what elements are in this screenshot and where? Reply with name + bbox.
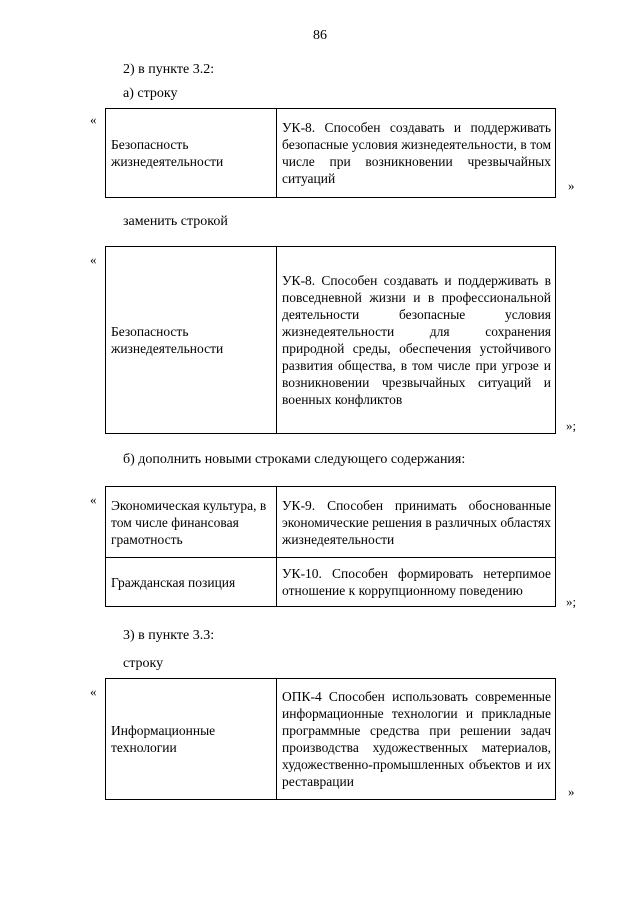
discipline-name-cell: Экономическая культура, в том числе финансовая грамотность (106, 487, 277, 558)
table-row (106, 487, 556, 558)
added-competencies-table (105, 486, 556, 607)
new-competency-table (105, 246, 556, 434)
old-competency-table (105, 108, 556, 198)
discipline-name-cell: Безопасность жизнедеятельности (106, 109, 277, 198)
competency-text-cell: УК-8. Способен создавать и поддерживать безопасные условия жизнедеятельности, в том числе при возникновении чрезвычайных ситуаций (277, 109, 556, 198)
close-quote: »; (566, 418, 577, 433)
section-2-heading: 2) в пункте 3.2: (123, 62, 215, 77)
section-3-heading: 3) в пункте 3.3: (123, 628, 215, 643)
table-row (106, 109, 556, 198)
open-quote: « (90, 684, 97, 699)
subsection-b-label: б) дополнить новыми строками следующего содержания: (123, 452, 466, 467)
table-row (106, 247, 556, 434)
table-row (106, 558, 556, 607)
open-quote: « (90, 492, 97, 507)
subsection-a-label: а) строку (123, 86, 178, 101)
competency-text-cell: УК-9. Способен принимать обоснованные экономические решения в различных областях жизнедеятельности (277, 487, 556, 558)
close-quote: » (568, 784, 575, 799)
subsection-row-label: строку (123, 656, 164, 671)
competency-text-cell: ОПК-4 Способен использовать современные информационные технологии и прикладные программные средства при решении задач производства художественных материалов, художественно-промышленных объектов и их реставрации (277, 679, 556, 800)
competency-text-cell: УК-10. Способен формировать нетерпимое отношение к коррупционному поведению (277, 558, 556, 607)
close-quote: » (568, 178, 575, 193)
open-quote: « (90, 112, 97, 127)
discipline-name-cell: Безопасность жизнедеятельности (106, 247, 277, 434)
discipline-name-cell: Гражданская позиция (106, 558, 277, 607)
competency-text-cell: УК-8. Способен создавать и поддерживать в повседневной жизни и в профессиональной деятельности безопасные условия жизнедеятельности для сохранения природной среды, обеспечения устойчивого развития общества, в том числе при угрозе и возникновении чрезвычайных ситуаций и военных конфликтов (277, 247, 556, 434)
open-quote: « (90, 252, 97, 267)
close-quote: »; (566, 594, 577, 609)
discipline-name-cell: Информационные технологии (106, 679, 277, 800)
it-competency-table (105, 678, 556, 800)
page-number: 86 (313, 28, 327, 43)
table-row (106, 679, 556, 800)
replace-instruction: заменить строкой (123, 214, 228, 229)
